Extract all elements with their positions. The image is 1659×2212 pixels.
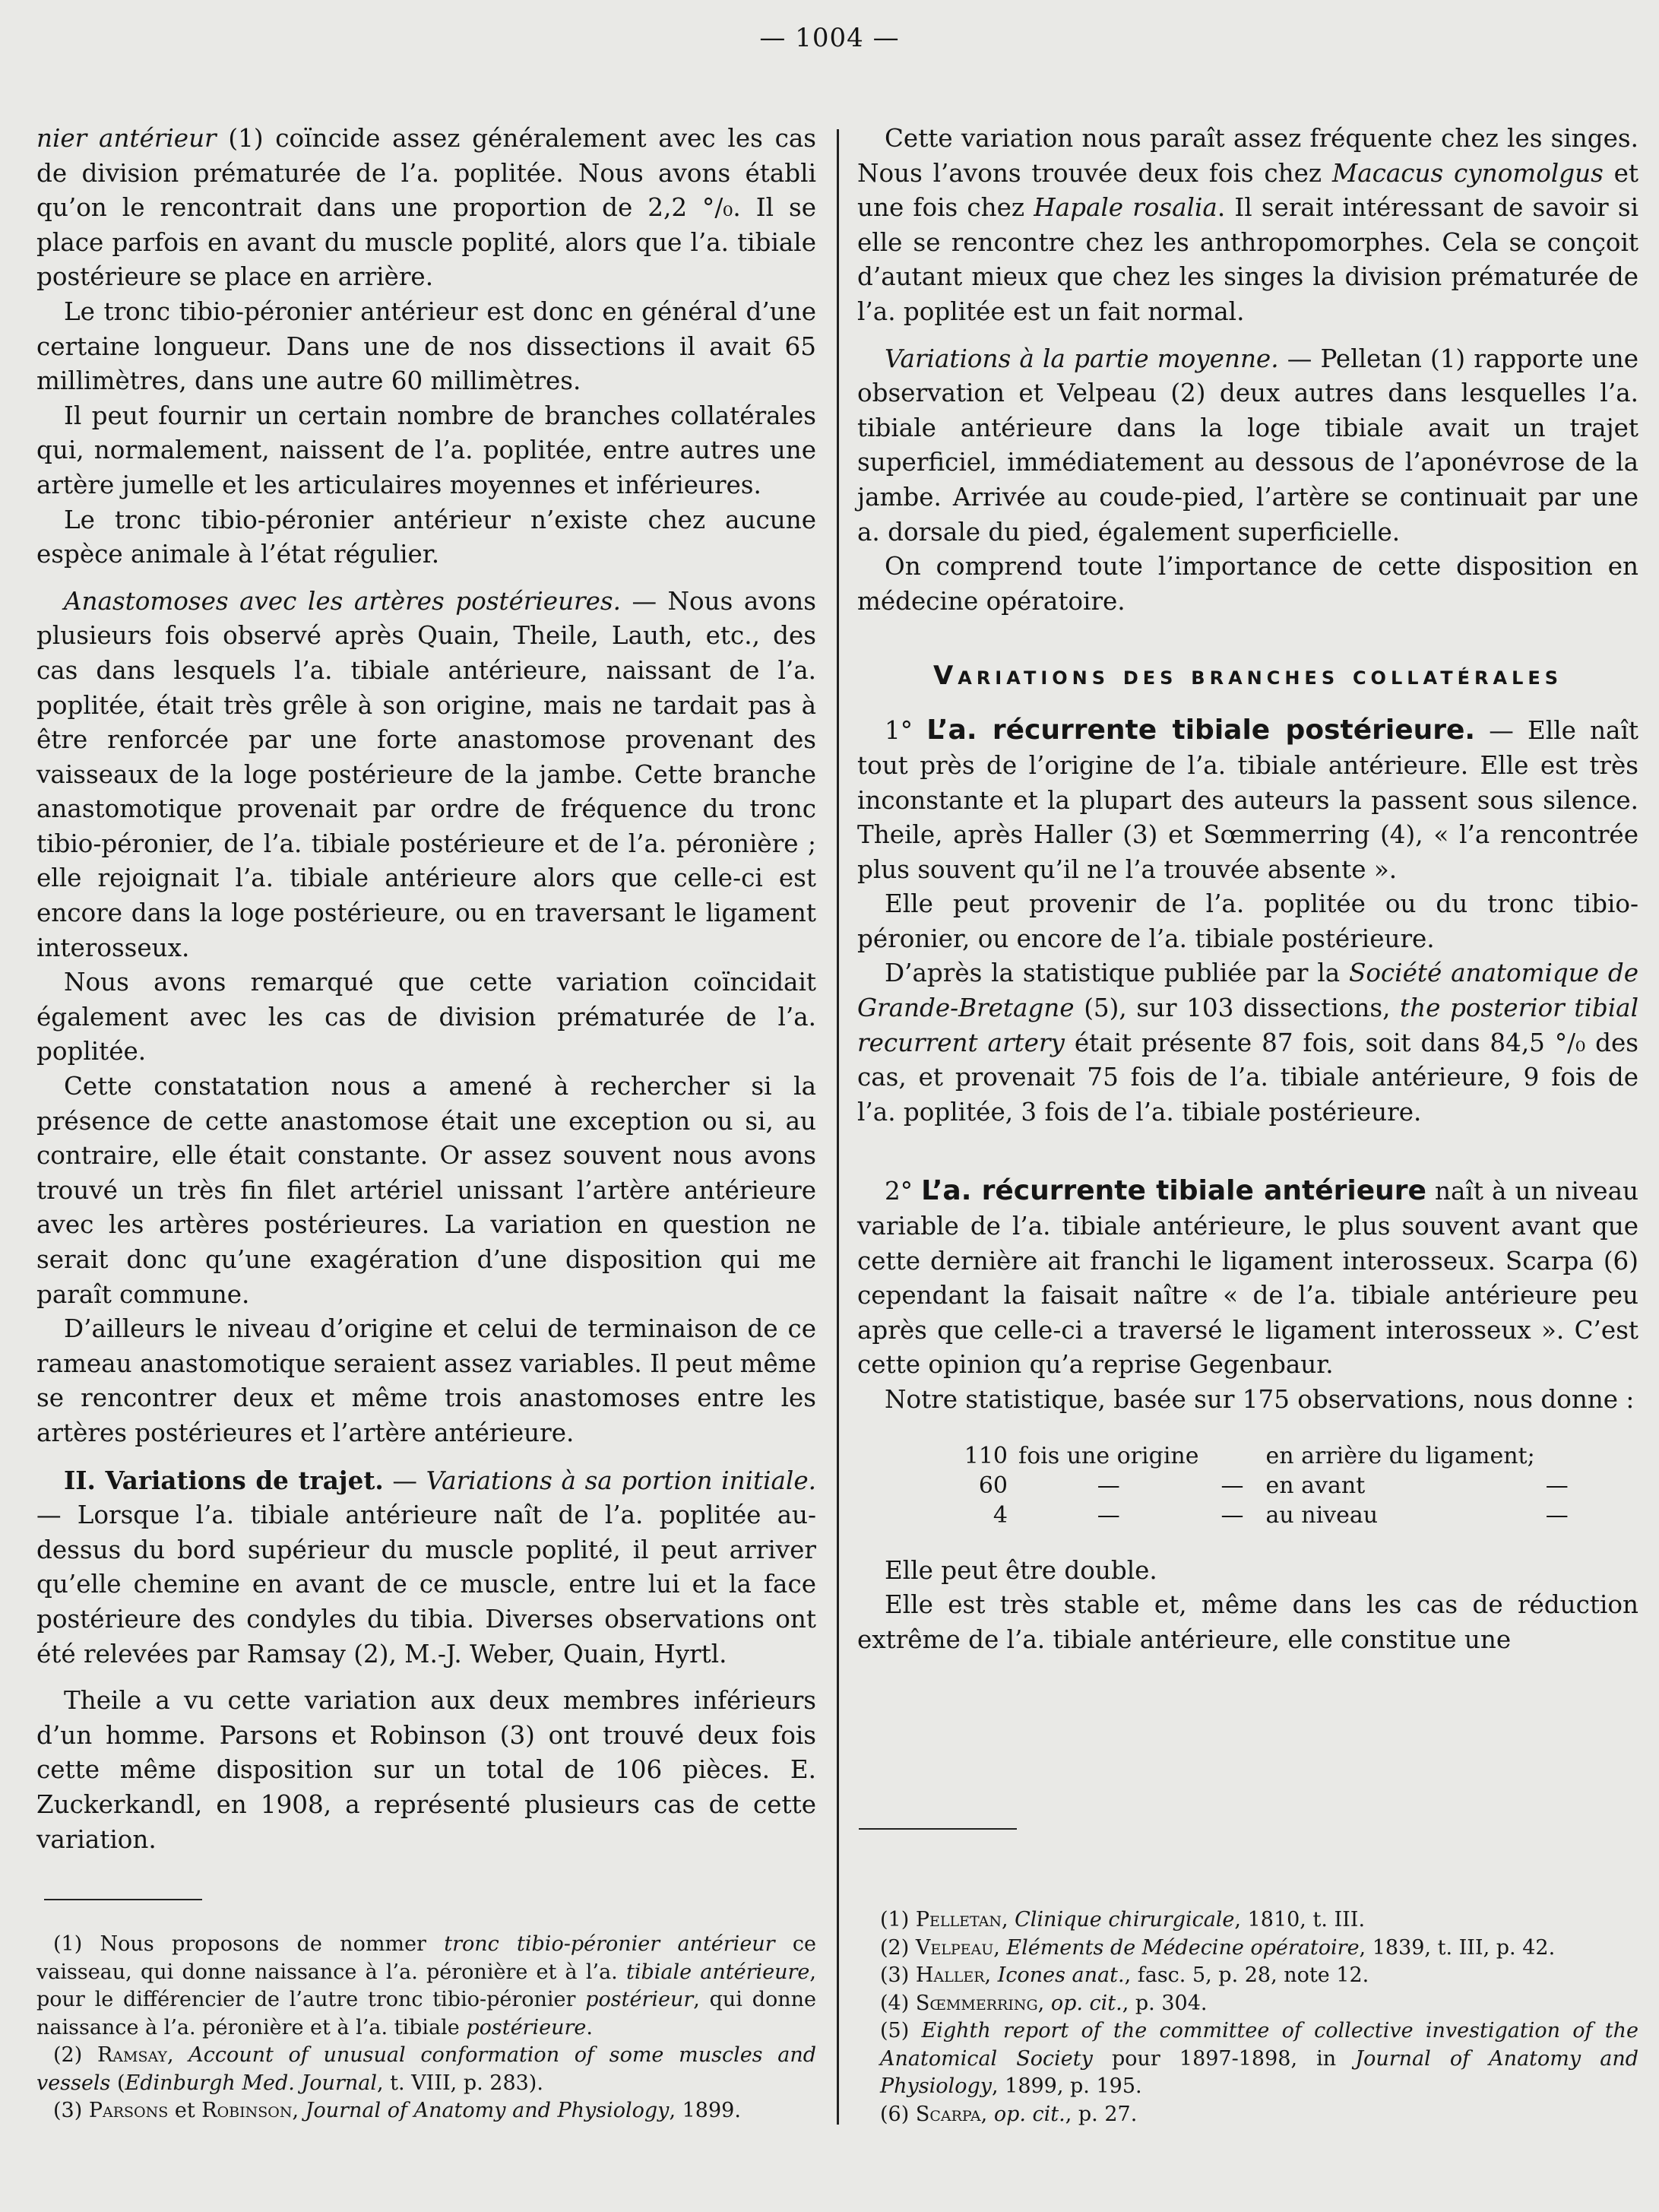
left-column-paragraph: D’ailleurs le niveau d’origine et celui de terminaison de ce rameau anastomotique seraient assez variables. Il peut même se rencontrer deux et même trois anastomoses entre les artères postérieures et l’artère antérieure.	[36, 1314, 816, 1447]
statistics-cell: —	[1545, 1472, 1569, 1499]
statistics-cell: —	[1221, 1472, 1244, 1499]
footnote: (4) Sœmmerring, op. cit., p. 304.	[880, 1991, 1208, 2015]
statistics-cell: —	[1097, 1501, 1120, 1529]
section-heading: Variations des branches collatérales	[932, 661, 1563, 692]
right-column-paragraph: Cette variation nous paraît assez fréquente chez les singes. Nous l’avons trouvée deux fois chez Macacus cynomolgus et une fois chez Hapale rosalia. Il serait intéressant de savoir si elle se rencontre chez les anthropomorphes. Cela se conçoit d’autant mieux que chez les singes la division prématurée de l’a. poplitée est un fait normal.	[857, 124, 1638, 326]
footnote: (6) Scarpa, op. cit., p. 27.	[880, 2102, 1138, 2126]
left-column-paragraph: Theile a vu cette variation aux deux membres inférieurs d’un homme. Parsons et Robinson (3) ont trouvé deux fois cette même disposition sur un total de 106 pièces. E. Zuckerkandl, en 1908, a représenté plusieurs cas de cette variation.	[36, 1686, 816, 1854]
statistics-cell	[1205, 1442, 1260, 1470]
statistics-cell: en arrière du ligament;	[1265, 1442, 1535, 1469]
left-column-paragraph: Il peut fournir un certain nombre de branches collatérales qui, normalement, naissent de l’a. poplitée, entre autres une artère jumelle et les articulaires moyennes et inférieures.	[36, 401, 816, 499]
statistics-cell: —	[1221, 1501, 1244, 1529]
left-column-paragraph: II. Variations de trajet. — Variations à sa portion initiale. — Lorsque l’a. tibiale antérieure naît de l’a. poplitée au-dessus du bord supérieur du muscle poplité, il peut arriver qu’elle chemine en avant de ce muscle, entre lui et la face postérieure des condyles du tibia. Diverses observations ont été relevées par Ramsay (2), M.-J. Weber, Quain, Hyrtl.	[36, 1465, 816, 1669]
right-column-top	[857, 122, 1638, 619]
left-column-paragraph: nier antérieur (1) coïncide assez généralement avec les cas de division prématurée de l’a. poplitée. Nous avons établi qu’on le rencontrait dans une proportion de 2,2 °/₀. Il se place parfois en avant du muscle poplité, alors que l’a. tibiale postérieure se place en arrière.	[36, 124, 816, 292]
left-column-paragraph: Le tronc tibio-péronier antérieur n’existe chez aucune espèce animale à l’état régulier.	[36, 505, 816, 569]
left-column-paragraph: Anastomoses avec les artères postérieures. — Nous avons plusieurs fois observé après Quain, Theile, Lauth, etc., des cas dans lesquels l’a. tibiale antérieure, naissant de l’a. poplitée, était très grêle à son origine, mais ne tardait pas à être renforcée par une forte anastomose provenant des vaisseaux de la loge postérieure de la jambe. Cette branche anastomotique provenait par ordre de fréquence du tronc tibio-péronier, de l’a. tibiale postérieure et de l’a. péronière ; elle rejoignait l’a. tibiale antérieure alors que celle-ci est encore dans la loge postérieure, ou en traversant le ligament interosseux.	[36, 586, 816, 962]
statistics-cell: 60	[978, 1472, 1008, 1499]
right-column-paragraph: Variations à la partie moyenne. — Pelletan (1) rapporte une observation et Velpeau (2) deux autres dans lesquelles l’a. tibiale antérieure dans la loge tibiale avait un trajet superficiel, immédiatement au dessous de l’aponévrose de la jambe. Arrivée au coude-pied, l’artère se continuait par une a. dorsale du pied, également superficielle.	[857, 344, 1638, 547]
footnote-rule-right	[859, 1828, 1017, 1830]
footnote: (3) Parsons et Robinson, Journal of Anatomy and Physiology, 1899.	[53, 2099, 741, 2122]
right-column-paragraph: Elle est très stable et, même dans les cas de réduction extrême de l’a. tibiale antérieure, elle constitue une	[857, 1590, 1638, 1654]
footnote: (3) Haller, Icones anat., fasc. 5, p. 28, note 12.	[880, 1963, 1369, 1987]
right-column-paragraph: Notre statistique, basée sur 175 observations, nous donne :	[885, 1385, 1635, 1414]
left-column-paragraph: Nous avons remarqué que cette variation coïncidait également avec les cas de division prématurée de l’a. poplitée.	[36, 968, 816, 1066]
statistics-cell: au niveau	[1265, 1501, 1379, 1529]
statistics-cell: —	[1097, 1472, 1120, 1499]
column-divider	[837, 129, 839, 2125]
right-column-end	[857, 1554, 1638, 1658]
footnote: (1) Pelletan, Clinique chirurgicale, 1810, t. III.	[880, 1908, 1366, 1932]
right-column-bottom	[857, 713, 1638, 1417]
footnote-rule-left	[44, 1899, 202, 1900]
statistics-cell: 4	[993, 1501, 1008, 1529]
right-column-paragraph: Elle peut provenir de l’a. poplitée ou du tronc tibio-péronier, ou encore de l’a. tibiale postérieure.	[857, 889, 1638, 953]
footnote: (1) Nous proposons de nommer tronc tibio-péronier antérieur ce vaisseau, qui donne naissance à l’a. péronière et à l’a. tibiale antérieure, pour le différencier de l’autre tronc tibio-péronier postérieur, qui donne naissance à l’a. péronière et à l’a. tibiale postérieure.	[36, 1932, 816, 2039]
statistics-table	[948, 1440, 1575, 1531]
statistics-cell: en avant	[1265, 1472, 1366, 1499]
statistics-cell	[1541, 1442, 1573, 1470]
footnotes-left	[36, 1931, 816, 2125]
right-column-paragraph: 1° L’a. récurrente tibiale postérieure. — Elle naît tout près de l’origine de l’a. tibiale antérieure. Elle est très inconstante et la plupart des auteurs la passent sous silence. Theile, après Haller (3) et Sœmmerring (4), « l’a rencontrée plus souvent qu’il ne l’a trouvée absente ».	[857, 715, 1638, 884]
right-column-paragraph: On comprend toute l’importance de cette disposition en médecine opératoire.	[857, 552, 1638, 616]
statistics-row	[950, 1442, 1573, 1470]
right-column-paragraph: Elle peut être double.	[885, 1555, 1157, 1585]
footnote: (5) Eighth report of the committee of collective investigation of the Anatomical Society pour 1897-1898, in Journal of Anatomy and Physiology, 1899, p. 195.	[880, 2019, 1638, 2098]
footnote: (2) Ramsay, Account of unusual conformation of some muscles and vessels (Edinburgh Med. Journal, t. VIII, p. 283).	[36, 2043, 816, 2095]
page-number: — 1004 —	[759, 23, 900, 53]
footnotes-right	[880, 1906, 1638, 2128]
right-column-paragraph: 2° L’a. récurrente tibiale antérieure naît à un niveau variable de l’a. tibiale antérieure, le plus souvent avant que cette dernière ait franchi le ligament interosseux. Scarpa (6) cependant la faisait naître « de l’a. tibiale antérieure peu après que celle-ci a traversé le ligament interosseux ». C’est cette opinion qu’a reprise Gegenbaur.	[857, 1175, 1638, 1380]
statistics-cell: —	[1545, 1501, 1569, 1529]
left-column-paragraph: Cette constatation nous a amené à rechercher si la présence de cette anastomose était une exception ou si, au contraire, elle était constante. Or assez souvent nous avons trouvé un très fin filet artériel unissant l’artère antérieure avec les artères postérieures. La variation en question ne serait donc qu’une exagération d’une disposition qui me paraît commune.	[36, 1072, 816, 1309]
right-column-paragraph: D’après la statistique publiée par la Société anatomique de Grande-Bretagne (5), sur 103 dissections, the posterior tibial recurrent artery était présente 87 fois, soit dans 84,5 °/₀ des cas, et provenait 75 fois de l’a. tibiale antérieure, 9 fois de l’a. poplitée, 3 fois de l’a. tibiale postérieure.	[857, 959, 1638, 1127]
footnote: (2) Velpeau, Eléments de Médecine opératoire, 1839, t. III, p. 42.	[880, 1935, 1556, 1960]
statistics-cell: fois une origine	[1018, 1442, 1199, 1469]
statistics-row	[950, 1501, 1573, 1529]
right-column	[857, 122, 1638, 1657]
statistics-row	[950, 1472, 1573, 1500]
left-column	[36, 122, 816, 1857]
left-column-paragraph: Le tronc tibio-péronier antérieur est donc en général d’une certaine longueur. Dans une de nos dissections il avait 65 millimètres, dans une autre 60 millimètres.	[36, 296, 816, 396]
statistics-cell: 110	[964, 1442, 1008, 1469]
